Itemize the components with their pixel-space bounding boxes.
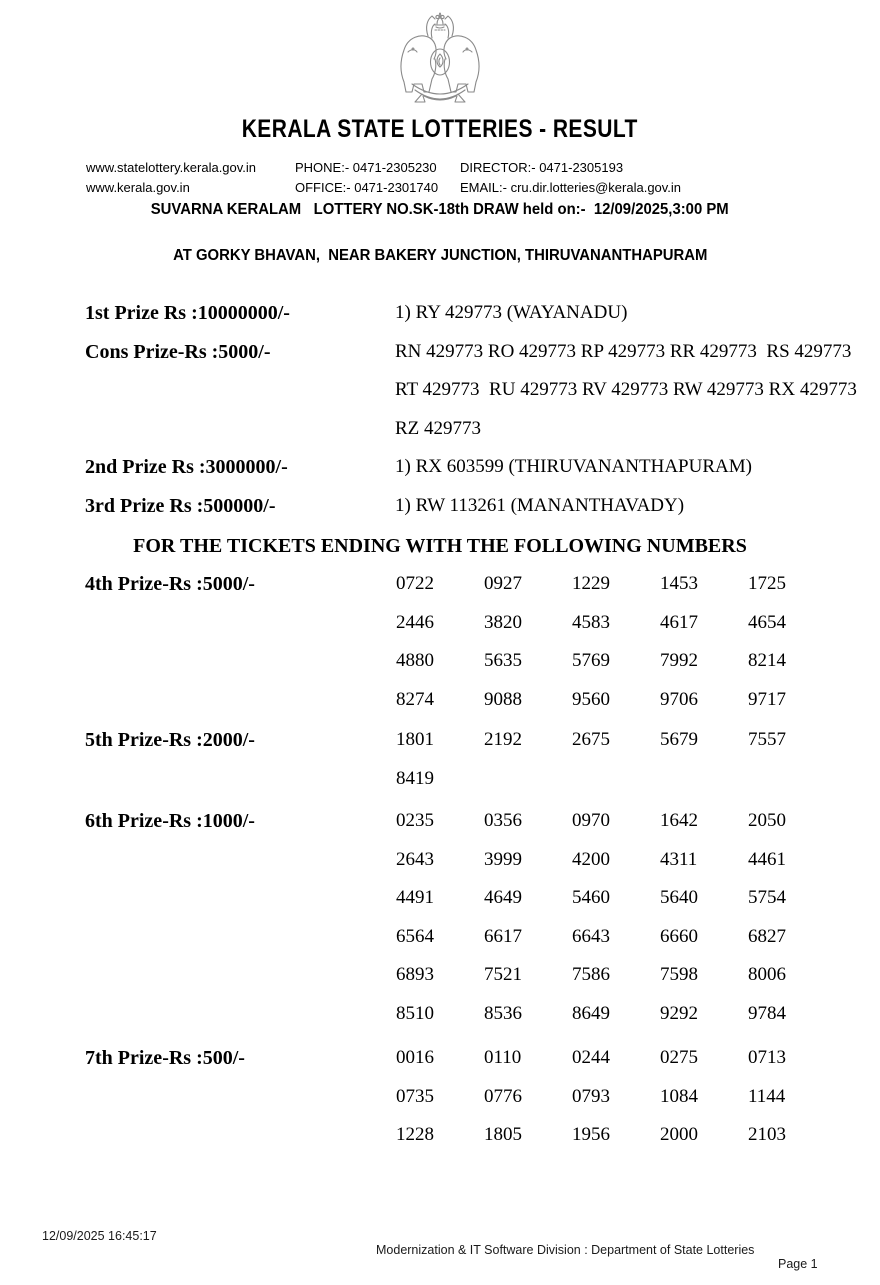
ticket-number: 6617: [484, 925, 522, 947]
number-row: [396, 760, 880, 799]
ticket-number: 4617: [660, 611, 698, 633]
page-footer: [0, 1215, 880, 1271]
prize-value-cons: [395, 333, 880, 449]
ticket-number: 0735: [396, 1085, 434, 1107]
ticket-number: 9706: [660, 688, 698, 710]
prize-label-6th: 6th Prize-Rs :1000/-: [85, 810, 255, 832]
winning-ticket: RZ 429773: [395, 417, 482, 439]
ticket-number: 8510: [396, 1002, 434, 1024]
ticket-number: 8006: [748, 964, 786, 985]
ticket-number: 0722: [396, 573, 434, 594]
number-row: [396, 956, 880, 995]
ticket-number: 8536: [484, 1002, 522, 1024]
ticket-number: 4880: [396, 650, 434, 671]
emblem-container: [0, 0, 880, 112]
prize-label-2nd: 2nd Prize Rs :3000000/-: [85, 456, 288, 478]
prize-row-1st: [0, 294, 880, 333]
footer-timestamp: 12/09/2025 16:45:17: [42, 1229, 157, 1243]
prize-section-6th: [0, 802, 880, 1033]
number-row: [396, 841, 880, 880]
page-title-text: KERALA STATE LOTTERIES - RESULT: [241, 115, 639, 143]
draw-info-line: [0, 200, 880, 220]
website-statelottery: www.statelottery.kerala.gov.in: [86, 160, 257, 175]
ticket-number: 3820: [484, 611, 522, 633]
prize-section-4th: [0, 565, 880, 719]
ticket-number: 9560: [572, 688, 610, 710]
number-row: [396, 642, 880, 681]
number-row: [396, 995, 880, 1034]
ending-numbers-heading: FOR THE TICKETS ENDING WITH THE FOLLOWING NUMBERS: [133, 535, 747, 557]
ticket-number: 0110: [484, 1047, 522, 1068]
ticket-number: 4461: [748, 848, 786, 870]
ticket-number: 5769: [572, 650, 610, 671]
ticket-number: 6660: [660, 925, 698, 947]
phone-number: PHONE:- 0471-2305230: [295, 160, 437, 175]
numbers-grid-6th: [396, 802, 880, 1033]
number-row: [396, 681, 880, 720]
ticket-number: 7521: [484, 964, 522, 985]
ticket-number: 6827: [748, 925, 786, 947]
ticket-number: 1801: [396, 729, 434, 750]
venue-text: AT GORKY BHAVAN, NEAR BAKERY JUNCTION, THIRUVANANTHAPURAM: [172, 247, 708, 264]
ticket-number: 1642: [660, 810, 698, 831]
ticket-number: 4654: [748, 611, 786, 633]
page-title: [0, 114, 880, 144]
numbers-grid-4th: [396, 565, 880, 719]
top-prizes: [0, 294, 880, 525]
ticket-number: 4200: [572, 848, 610, 870]
ticket-number: 1805: [484, 1124, 522, 1145]
ticket-number: 7598: [660, 964, 698, 985]
prize-value-1st: [395, 294, 880, 333]
ticket-number: 6893: [396, 964, 434, 985]
prize-label-5th: 5th Prize-Rs :2000/-: [85, 729, 255, 751]
prize-section-5th: [0, 721, 880, 798]
ticket-number: 1956: [572, 1124, 610, 1145]
number-row: [396, 802, 880, 841]
number-row: [396, 879, 880, 918]
footer-division: Modernization & IT Software Division : Department of State Lotteries: [376, 1243, 755, 1257]
prize-row-cons: [0, 333, 880, 449]
number-row: [396, 918, 880, 957]
ticket-number: 0793: [572, 1085, 610, 1107]
number-row: [396, 565, 880, 604]
ticket-number: 1144: [748, 1085, 786, 1107]
ticket-number: 5635: [484, 650, 522, 671]
venue-line: [0, 246, 880, 266]
prize-value-3rd: [395, 487, 880, 526]
winning-ticket: 1) RW 113261 (MANANTHAVADY): [395, 494, 685, 516]
ticket-number: 8214: [748, 650, 786, 671]
prize-row-2nd: [0, 448, 880, 487]
ticket-number: 2050: [748, 810, 786, 831]
ticket-number: 0927: [484, 573, 522, 594]
ticket-number: 2675: [572, 729, 610, 750]
ticket-number: 2103: [748, 1124, 786, 1145]
ticket-number: 2192: [484, 729, 522, 750]
ticket-number: 7557: [748, 729, 786, 750]
prize-row-3rd: [0, 487, 880, 526]
prize-label-1st: 1st Prize Rs :10000000/-: [85, 302, 290, 324]
ticket-number: 1228: [396, 1124, 434, 1145]
number-row: [396, 1039, 880, 1078]
draw-info-text: SUVARNA KERALAM LOTTERY NO.SK-18th DRAW held on:- 12/09/2025,3:00 PM: [151, 201, 729, 218]
prize-label-4th: 4th Prize-Rs :5000/-: [85, 573, 255, 595]
director-number: DIRECTOR:- 0471-2305193: [460, 160, 624, 175]
number-row: [396, 1078, 880, 1117]
number-row: [396, 721, 880, 760]
kerala-government-emblem-icon: [394, 8, 486, 108]
ticket-number: 5754: [748, 887, 786, 908]
ticket-number: 0016: [396, 1047, 434, 1068]
ticket-number: 2000: [660, 1124, 698, 1145]
ticket-number: 0244: [572, 1047, 610, 1068]
number-row: [396, 1116, 880, 1155]
ticket-number: 8274: [396, 688, 434, 710]
numbers-grid-7th: [396, 1039, 880, 1155]
ticket-number: 5640: [660, 887, 698, 908]
ticket-number: 8649: [572, 1002, 610, 1024]
ticket-number: 5460: [572, 887, 610, 908]
ticket-number: 0713: [748, 1047, 786, 1068]
website-kerala: www.kerala.gov.in: [86, 180, 190, 195]
ticket-number: 0970: [572, 810, 610, 831]
ticket-number: 9088: [484, 688, 522, 710]
winning-ticket: 1) RY 429773 (WAYANADU): [395, 302, 628, 323]
number-row: [396, 604, 880, 643]
ticket-number: 1725: [748, 573, 786, 594]
ticket-number: 8419: [396, 767, 434, 789]
winning-ticket: 1) RX 603599 (THIRUVANANTHAPURAM): [395, 456, 752, 477]
winning-ticket: RN 429773 RO 429773 RP 429773 RR 429773 RS 429773: [395, 340, 852, 362]
prize-label-7th: 7th Prize-Rs :500/-: [85, 1047, 245, 1069]
prize-label-3rd: 3rd Prize Rs :500000/-: [85, 494, 276, 517]
ticket-number: 4311: [660, 848, 698, 870]
footer-page-number: Page 1: [778, 1257, 818, 1271]
ticket-number: 4491: [396, 887, 434, 908]
ticket-number: 2446: [396, 611, 434, 633]
ticket-number: 4583: [572, 611, 610, 633]
ticket-number: 0356: [484, 810, 522, 831]
ticket-number: 7586: [572, 964, 610, 985]
numbers-grid-5th: [396, 721, 880, 798]
contact-info: [86, 158, 880, 198]
ticket-number: 0275: [660, 1047, 698, 1068]
ticket-number: 9292: [660, 1002, 698, 1024]
ticket-number: 9784: [748, 1002, 786, 1024]
ticket-number: 7992: [660, 650, 698, 671]
email-address: EMAIL:- cru.dir.lotteries@kerala.gov.in: [460, 180, 682, 195]
ticket-number: 4649: [484, 887, 522, 908]
prize-label-cons: Cons Prize-Rs :5000/-: [85, 340, 271, 363]
ticket-number: 6564: [396, 925, 434, 947]
winning-ticket: RT 429773 RU 429773 RV 429773 RW 429773 RX 429773: [395, 379, 857, 400]
ticket-number: 0776: [484, 1085, 522, 1107]
ticket-number: 1084: [660, 1085, 698, 1107]
ticket-number: 5679: [660, 729, 698, 750]
ticket-number: 6643: [572, 925, 610, 947]
ticket-number: 3999: [484, 848, 522, 870]
prize-section-7th: [0, 1039, 880, 1155]
ticket-number: 2643: [396, 848, 434, 870]
ticket-number: 0235: [396, 810, 434, 831]
office-number: OFFICE:- 0471-2301740: [295, 180, 439, 195]
ticket-number: 9717: [748, 688, 786, 710]
ticket-number: 1453: [660, 573, 698, 594]
prize-value-2nd: [395, 448, 880, 487]
ticket-number: 1229: [572, 573, 610, 594]
